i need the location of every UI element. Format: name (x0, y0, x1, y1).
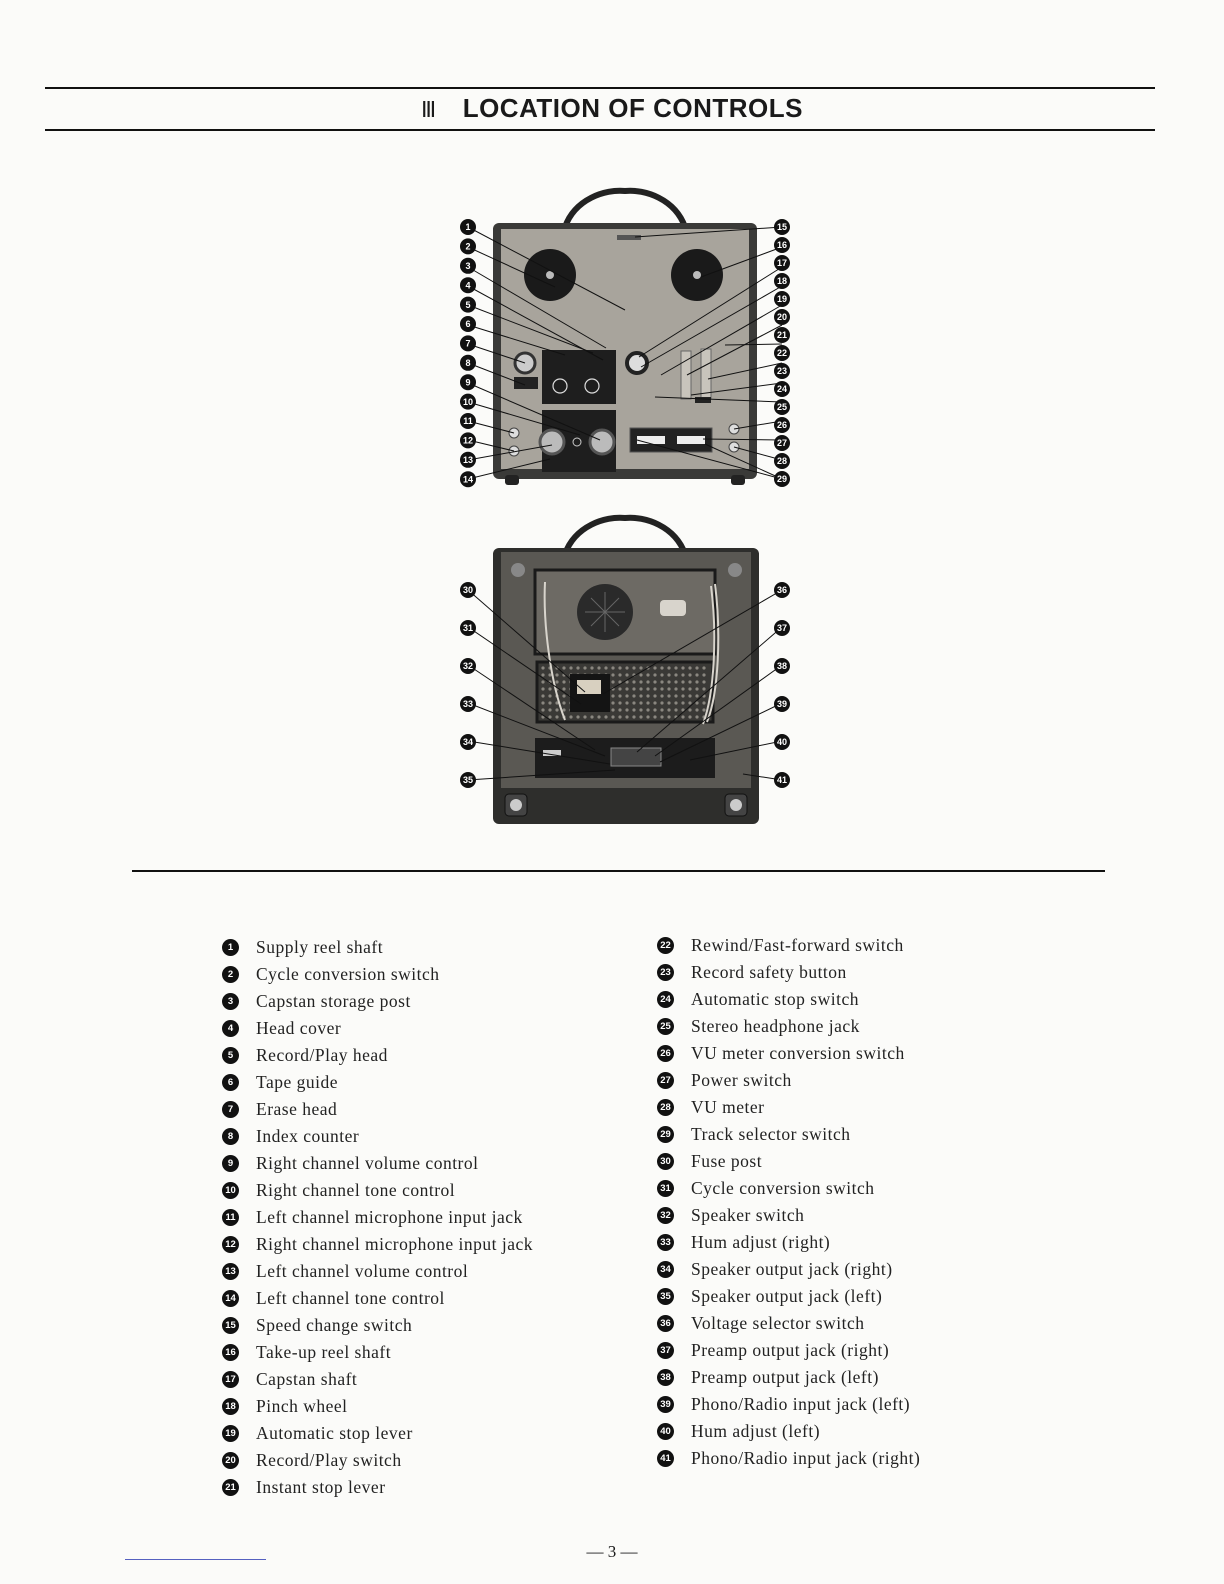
legend-number-badge: 12 (222, 1236, 239, 1253)
legend-number-badge: 32 (657, 1207, 674, 1224)
callout-number: 14 (462, 474, 474, 485)
legend-item (222, 1312, 412, 1339)
legend-item (657, 1067, 792, 1094)
legend-number-badge: 23 (657, 964, 674, 981)
legend-label: Instant stop lever (256, 1477, 386, 1497)
legend-item (657, 1391, 910, 1418)
legend-number-badge: 24 (657, 991, 674, 1008)
legend-number-badge: 10 (222, 1182, 239, 1199)
legend-number-badge: 14 (222, 1290, 239, 1307)
callout-number: 21 (776, 330, 788, 341)
rear-callouts-left (460, 582, 476, 788)
legend-number-badge: 13 (222, 1263, 239, 1280)
legend-number-badge: 28 (657, 1099, 674, 1116)
legend-number-badge: 19 (222, 1425, 239, 1442)
front-callouts-left (460, 219, 476, 487)
legend-label: Take-up reel shaft (256, 1342, 392, 1362)
legend-number-badge: 33 (657, 1234, 674, 1251)
page-number: — 3 — (586, 1542, 638, 1561)
callout-number: 36 (776, 585, 788, 596)
legend-item (657, 1013, 860, 1040)
callout-number: 7 (465, 338, 471, 349)
legend-item (222, 1123, 359, 1150)
legend-label: Voltage selector switch (691, 1313, 865, 1333)
legend-item (222, 1258, 468, 1285)
legend-item (222, 1150, 479, 1177)
legend-label: Rewind/Fast-forward switch (691, 935, 904, 955)
legend-label: Phono/Radio input jack (right) (691, 1448, 921, 1468)
callout-number: 37 (776, 623, 788, 634)
legend-item (222, 1474, 386, 1501)
section-heading (0, 93, 1224, 124)
legend-label: Capstan storage post (256, 991, 411, 1011)
legend-item (222, 1285, 445, 1312)
legend-label: Index counter (256, 1126, 360, 1146)
legend-label: Record/Play switch (256, 1450, 402, 1470)
legend-number-badge: 7 (222, 1101, 239, 1118)
callout-number: 32 (462, 661, 474, 672)
front-panel-photo (425, 185, 825, 495)
legend-number-badge: 29 (657, 1126, 674, 1143)
legend-item (657, 1364, 879, 1391)
callout-number: 28 (776, 456, 788, 467)
callout-number: 11 (463, 416, 473, 427)
legend-label: Preamp output jack (left) (691, 1367, 879, 1387)
legend-number-badge: 20 (222, 1452, 239, 1469)
callout-number: 18 (776, 276, 788, 287)
callout-number: 23 (776, 366, 788, 377)
margin-link-rule (125, 1559, 266, 1560)
callout-number: 8 (465, 358, 471, 368)
callout-number: 41 (776, 775, 788, 786)
callout-number: 13 (462, 455, 474, 465)
rear-callouts-right (774, 582, 790, 788)
legend-number-badge: 5 (222, 1047, 239, 1064)
legend-item (657, 932, 904, 959)
callout-number: 26 (776, 420, 788, 431)
legend-item (657, 1256, 893, 1283)
callout-number: 5 (465, 299, 471, 310)
legend-number-badge: 17 (222, 1371, 239, 1388)
legend-number-badge: 26 (657, 1045, 674, 1062)
legend-number-badge: 30 (657, 1153, 674, 1170)
callout-number: 10 (462, 396, 474, 407)
legend-label: Speaker output jack (right) (691, 1259, 893, 1279)
legend-item (657, 1121, 851, 1148)
section-title: LOCATION OF CONTROLS (462, 93, 803, 123)
legend-number-badge: 37 (657, 1342, 674, 1359)
legend-label: Left channel microphone input jack (256, 1207, 523, 1227)
callout-number: 31 (462, 623, 474, 634)
callout-number: 39 (776, 699, 788, 710)
callout-number: 27 (776, 438, 788, 449)
legend-label: Automatic stop switch (691, 989, 859, 1009)
legend-number-badge: 11 (222, 1209, 239, 1226)
legend-item (657, 1175, 875, 1202)
callout-number: 16 (776, 240, 788, 251)
legend-label: Supply reel shaft (256, 937, 384, 957)
legend-number-badge: 16 (222, 1344, 239, 1361)
legend-item (657, 1418, 820, 1445)
legend-label: Fuse post (691, 1151, 763, 1171)
legend-label: Cycle conversion switch (691, 1178, 875, 1198)
legend-number-badge: 36 (657, 1315, 674, 1332)
rear-panel-photo (425, 512, 825, 832)
legend-number-badge: 38 (657, 1369, 674, 1386)
legend-item (222, 1042, 388, 1069)
legend-item (222, 988, 411, 1015)
callout-number: 22 (776, 348, 788, 359)
callout-number: 20 (776, 312, 788, 323)
legend-label: Right channel volume control (256, 1153, 479, 1173)
callout-number: 12 (462, 435, 474, 446)
legend-label: Right channel microphone input jack (256, 1234, 534, 1254)
legend-label: Preamp output jack (right) (691, 1340, 890, 1360)
callout-number: 2 (465, 241, 471, 252)
callout-number: 15 (776, 222, 788, 233)
legend-number-badge: 31 (657, 1180, 674, 1197)
legend-number-badge: 2 (222, 966, 239, 983)
callout-number: 6 (465, 319, 471, 330)
legend-number-badge: 35 (657, 1288, 674, 1305)
callout-number: 30 (462, 585, 474, 596)
legend-label: Left channel tone control (256, 1288, 445, 1308)
legend-item (657, 1040, 905, 1067)
front-callouts-right (774, 219, 790, 487)
legend-item (657, 1094, 765, 1121)
legend-item (222, 1447, 402, 1474)
legend-number-badge: 40 (657, 1423, 674, 1440)
legend-item (657, 959, 847, 986)
legend-item (222, 961, 440, 988)
legend-label: Capstan shaft (256, 1369, 358, 1389)
legend-number-badge: 6 (222, 1074, 239, 1091)
legend-item (222, 1069, 338, 1096)
legend-label: Record/Play head (256, 1045, 388, 1065)
callout-number: 25 (776, 402, 788, 413)
legend-label: Track selector switch (691, 1124, 851, 1144)
head-assembly (542, 350, 616, 404)
legend-label: Speaker output jack (left) (691, 1286, 883, 1306)
legend-number-badge: 25 (657, 1018, 674, 1035)
legend-label: Power switch (691, 1070, 792, 1090)
legend-label: Cycle conversion switch (256, 964, 440, 984)
legend-number-badge: 1 (222, 939, 239, 956)
legend-label: Left channel volume control (256, 1261, 469, 1281)
legend-item (657, 1202, 804, 1229)
legend-number-badge: 22 (657, 937, 674, 954)
legend-label: Speed change switch (256, 1315, 413, 1335)
legend-item (222, 1366, 357, 1393)
legend-number-badge: 4 (222, 1020, 239, 1037)
callout-number: 24 (776, 384, 788, 395)
legend-item (657, 986, 859, 1013)
figure-separator-rule (132, 870, 1105, 872)
legend-number-badge: 18 (222, 1398, 239, 1415)
legend-label: Erase head (256, 1099, 338, 1119)
legend-number-badge: 34 (657, 1261, 674, 1278)
legend-item (657, 1229, 830, 1256)
heading-underline-rule (45, 129, 1155, 131)
legend-label: VU meter conversion switch (691, 1043, 905, 1063)
callout-number: 9 (465, 377, 471, 388)
legend-item (222, 1231, 533, 1258)
callout-number: 29 (776, 474, 788, 485)
legend-number-badge: 9 (222, 1155, 239, 1172)
legend-number-badge: 15 (222, 1317, 239, 1334)
callout-number: 40 (776, 737, 788, 748)
legend-label: Automatic stop lever (256, 1423, 413, 1443)
callout-number: 35 (462, 775, 474, 786)
legend-item (222, 1096, 337, 1123)
legend-label: Record safety button (691, 962, 847, 982)
legend-label: Tape guide (256, 1072, 339, 1092)
callout-number: 34 (462, 737, 474, 748)
legend-number-badge: 8 (222, 1128, 239, 1145)
legend-item (222, 1204, 523, 1231)
legend-item (657, 1337, 889, 1364)
legend-label: Hum adjust (left) (691, 1421, 821, 1441)
callout-number: 17 (776, 258, 788, 269)
legend-item (222, 1339, 391, 1366)
legend-item (222, 1393, 348, 1420)
legend-item (222, 1015, 341, 1042)
legend-label: Hum adjust (right) (691, 1232, 831, 1252)
callout-number: 19 (776, 294, 788, 305)
callout-number: 33 (462, 699, 474, 710)
top-rule (45, 87, 1155, 89)
callout-number: 4 (465, 280, 471, 291)
legend-number-badge: 3 (222, 993, 239, 1010)
legend-item (657, 1148, 762, 1175)
legend-number-badge: 41 (657, 1450, 674, 1467)
callout-number: 38 (776, 661, 788, 672)
legend-label: Head cover (256, 1018, 342, 1038)
legend-item (222, 1420, 413, 1447)
legend-number-badge: 21 (222, 1479, 239, 1496)
section-roman-numeral: Ⅲ (421, 97, 437, 122)
legend-label: VU meter (691, 1097, 765, 1117)
legend-number-badge: 27 (657, 1072, 674, 1089)
legend-label: Pinch wheel (256, 1396, 348, 1416)
legend-number-badge: 39 (657, 1396, 674, 1413)
legend-item (222, 1177, 455, 1204)
callout-number: 3 (465, 261, 471, 271)
legend-label: Phono/Radio input jack (left) (691, 1394, 911, 1414)
callout-number: 1 (465, 222, 471, 233)
legend-item (657, 1283, 882, 1310)
legend-label: Right channel tone control (256, 1180, 456, 1200)
legend-item (657, 1310, 865, 1337)
legend-label: Speaker switch (691, 1205, 805, 1225)
legend-item (657, 1445, 920, 1472)
legend-item (222, 934, 383, 961)
legend-label: Stereo headphone jack (691, 1016, 860, 1036)
